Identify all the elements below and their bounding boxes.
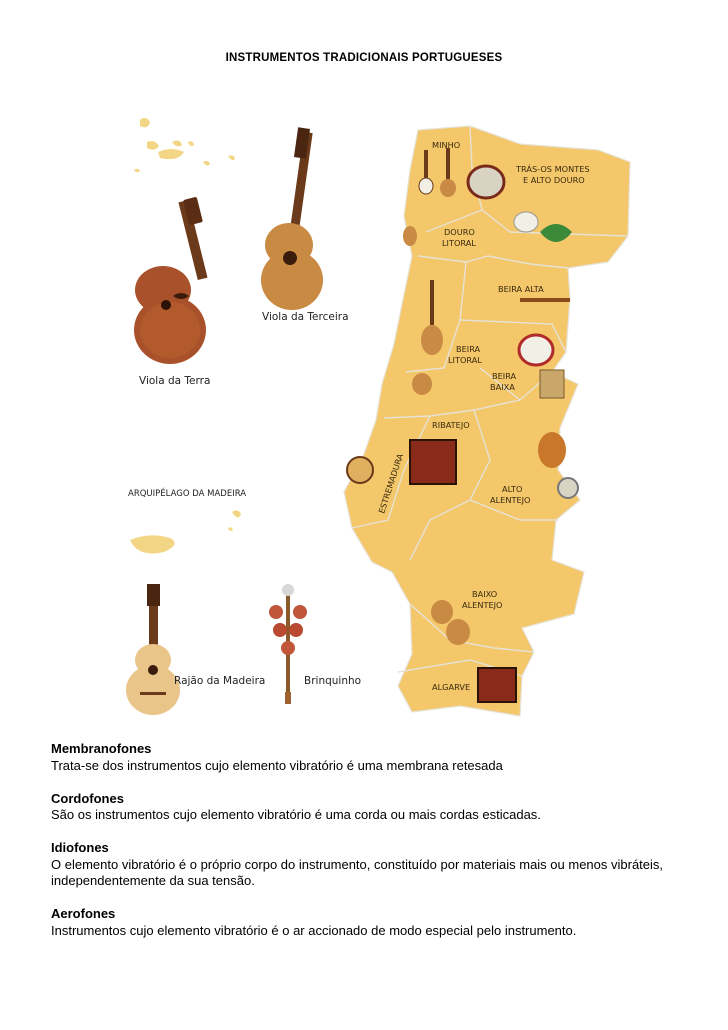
region-baixo-alentejo-line2: ALENTEJO [462, 600, 503, 610]
region-minho: MINHO [432, 140, 461, 150]
section-text: O elemento vibratório é o próprio corpo do instrumento, constituído por materiais mais ou menos vibráteis, independentemente da sua tensão. [51, 856, 664, 888]
region-baixo-alentejo-line1: BAIXO [472, 589, 498, 599]
region-alto-alentejo-line1: ALTO [502, 484, 523, 494]
instrument-classification-text [51, 741, 691, 956]
section-heading: Cordofones [51, 790, 124, 806]
brinquinho-figure [269, 584, 307, 704]
region-douro-litoral-line1: DOURO [444, 227, 475, 237]
section-text: São os instrumentos cujo elemento vibratório é uma corda ou mais cordas esticadas. [51, 807, 541, 822]
page-title: INSTRUMENTOS TRADICIONAIS PORTUGUESES [225, 52, 503, 64]
region-tras-os-montes-line2: E ALTO DOURO [523, 175, 585, 185]
label-rajao-da-madeira: Rajão da Madeira [174, 675, 266, 687]
region-alto-alentejo-line2: ALENTEJO [490, 495, 531, 505]
region-beira-litoral-line2: LITORAL [448, 355, 482, 365]
label-viola-da-terra: Viola da Terra [139, 375, 211, 387]
label-arquipelago-madeira: ARQUIPÉLAGO DA MADEIRA [128, 489, 247, 499]
rajao-da-madeira-figure [126, 584, 180, 715]
section-cordofones [51, 791, 691, 824]
section-heading: Membranofones [51, 741, 152, 756]
section-heading: Aerofones [51, 906, 116, 921]
section-membranofones [51, 741, 691, 774]
label-brinquinho: Brinquinho [304, 675, 362, 687]
section-text: Trata-se dos instrumentos cujo elemento vibratório é uma membrana retesada [51, 757, 503, 773]
section-heading: Idiofones [51, 840, 109, 855]
region-douro-litoral-line2: LITORAL [442, 238, 476, 248]
region-beira-baixa-line1: BEIRA [492, 371, 517, 381]
viola-da-terra-figure [134, 197, 208, 364]
portugal-mainland-map [344, 126, 630, 716]
region-estremadura: ESTREMADURA [376, 452, 406, 515]
section-aerofones [51, 906, 691, 939]
region-beira-alta: BEIRA ALTA [498, 284, 544, 294]
section-text: Instrumentos cujo elemento vibratório é o ar accionado de modo especial pelo instrumento. [51, 922, 577, 938]
azores-islands [134, 118, 235, 172]
region-tras-os-montes-line1: TRÁS-OS MONTES [516, 164, 590, 174]
region-algarve: ALGARVE [432, 682, 471, 692]
region-ribatejo: RIBATEJO [432, 420, 470, 430]
madeira-islands [130, 510, 241, 553]
region-beira-litoral-line1: BEIRA [456, 344, 481, 354]
label-viola-da-terceira: Viola da Terceira [262, 311, 349, 323]
section-idiofones [51, 840, 691, 890]
region-beira-baixa-line2: BAIXA [490, 382, 515, 392]
viola-da-terceira-figure [261, 127, 323, 310]
